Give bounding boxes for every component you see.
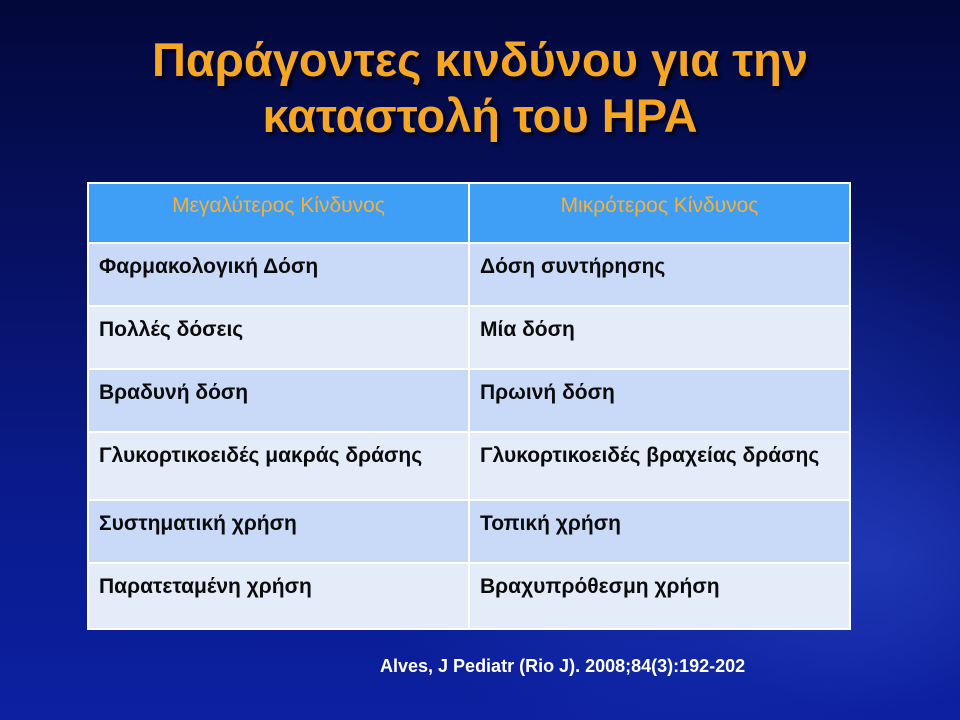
lower-risk-cell: Γλυκορτικοειδές βραχείας δράσης: [469, 432, 850, 500]
lower-risk-cell: Πρωινή δόση: [469, 369, 850, 432]
header-higher-risk: Μεγαλύτερος Κίνδυνος: [88, 183, 469, 243]
table-row: [88, 306, 850, 369]
table-row: [88, 563, 850, 629]
higher-risk-cell: Συστηματική χρήση: [88, 500, 469, 563]
citation: Alves, J Pediatr (Rio J). 2008;84(3):192-202: [380, 656, 746, 676]
higher-risk-cell: Παρατεταμένη χρήση: [88, 563, 469, 629]
higher-risk-cell: Πολλές δόσεις: [88, 306, 469, 369]
lower-risk-cell: Βραχυπρόθεσμη χρήση: [469, 563, 850, 629]
higher-risk-cell: Γλυκορτικοειδές μακράς δράσης: [88, 432, 469, 500]
higher-risk-cell: Φαρμακολογική Δόση: [88, 243, 469, 306]
table-row: [88, 243, 850, 306]
lower-risk-cell: Δόση συντήρησης: [469, 243, 850, 306]
risk-factors-table: [87, 182, 851, 630]
slide-title-line-1: Παράγοντες κινδύνου για την: [151, 33, 809, 86]
table-row: [88, 369, 850, 432]
higher-risk-cell: Βραδυνή δόση: [88, 369, 469, 432]
table-row: [88, 500, 850, 563]
header-lower-risk: Μικρότερος Κίνδυνος: [469, 183, 850, 243]
table-header-row: [88, 183, 850, 243]
slide-title-line-2: καταστολή του HPA: [262, 89, 698, 142]
table-row: [88, 432, 850, 500]
slide-title: [0, 32, 960, 144]
lower-risk-cell: Τοπική χρήση: [469, 500, 850, 563]
lower-risk-cell: Μία δόση: [469, 306, 850, 369]
